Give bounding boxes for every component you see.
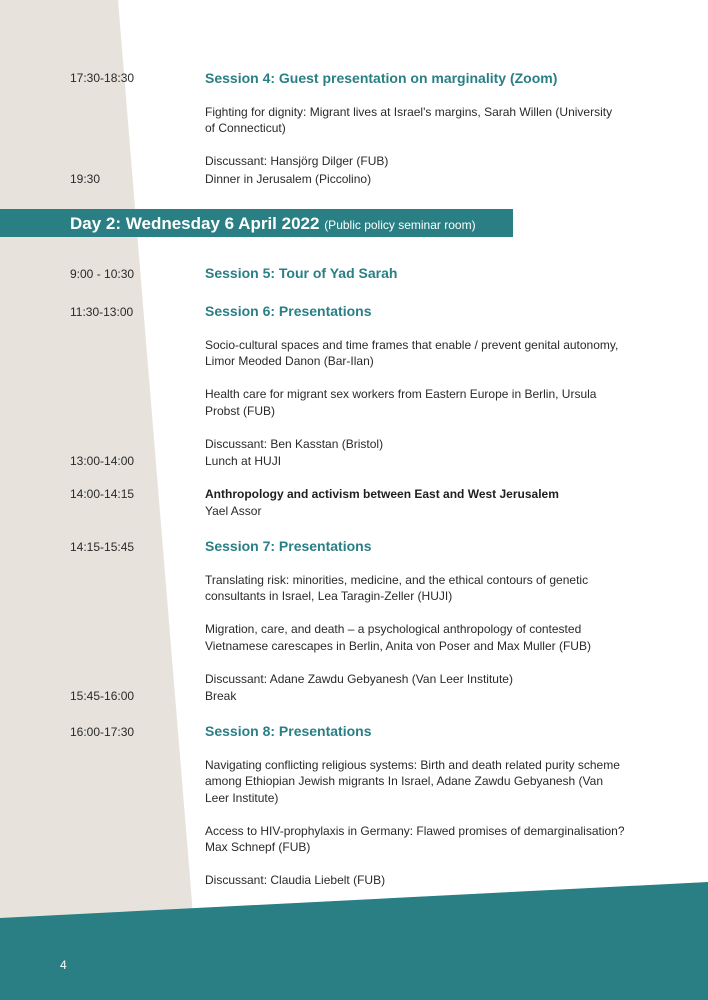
day-banner [0,209,513,237]
session-time: 9:00 - 10:30 [70,267,135,281]
discussant-text: Discussant: Claudia Liebelt (FUB) [205,873,386,887]
session-content [205,538,625,687]
session-title: Session 7: Presentations [205,538,372,554]
session-title: Session 5: Tour of Yad Sarah [205,265,398,281]
presentation-text: Translating risk: minorities, medicine, and the ethical contours of genetic consultants in Israel, Lea Taragin-Zeller (HUJI) [205,572,589,603]
talk-title: Anthropology and activism between East and West Jerusalem [205,487,559,501]
presentation-text: Health care for migrant sex workers from Eastern Europe in Berlin, Ursula Probst (FUB) [205,387,597,418]
session-title: Session 4: Guest presentation on marginality (Zoom) [205,70,558,86]
session-title: Session 6: Presentations [205,303,372,319]
discussant-text: Discussant: Adane Zawdu Gebyanesh (Van Leer Institute) [205,671,513,686]
day-title-text: Day 2: Wednesday 6 April 2022 [70,214,320,233]
presentation-text: Fighting for dignity: Migrant lives at Israel's margins, Sarah Willen (University of Connecticut) [205,104,613,135]
session-time: 14:15-15:45 [70,540,135,554]
session-time: 14:00-14:15 [70,487,135,501]
session-content [205,171,625,188]
session-title: Session 8: Presentations [205,723,372,739]
session-time: 17:30-18:30 [70,71,135,85]
session-content [205,70,625,170]
presentation-text: Socio-cultural spaces and time frames that enable / prevent genital autonomy, Limor Meoded Danon (Bar-Ilan) [205,337,619,368]
session-content [205,486,625,519]
day-room: (Public policy seminar room) [324,218,476,232]
discussant-text: Discussant: Ben Kasstan (Bristol) [205,436,384,451]
page-number: 4 [60,958,67,972]
break-text: Break [205,689,237,703]
session-time: 13:00-14:00 [70,454,135,468]
speaker-text: Yael Assor [205,503,262,518]
session-time: 11:30-13:00 [70,305,134,319]
presentation-text: Navigating conflicting religious systems: Birth and death related purity scheme among Ethiopian Jewish migrants In Israel, Adane Zawdu Gebyanesh (Van Leer Institute) [205,757,620,805]
session-time: 19:30 [70,172,101,186]
dinner-text: Dinner in Jerusalem (Piccolino) [205,172,372,186]
session-content [205,723,625,889]
session-content [205,303,625,452]
session-content [205,453,625,470]
presentation-text: Migration, care, and death – a psychological anthropology of contested Vietnamese carescapes in Berlin, Anita von Poser and Max Muller (FUB) [205,622,591,653]
day-title [70,214,476,235]
session-time: 16:00-17:30 [70,725,135,739]
lunch-text: Lunch at HUJI [205,454,282,468]
discussant-text: Discussant: Hansjörg Dilger (FUB) [205,154,389,168]
session-time: 15:45-16:00 [70,689,135,703]
presentation-text: Access to HIV-prophylaxis in Germany: Flawed promises of demarginalisation? Max Schnepf (FUB) [205,823,625,854]
session-content [205,688,625,705]
session-content [205,265,625,282]
